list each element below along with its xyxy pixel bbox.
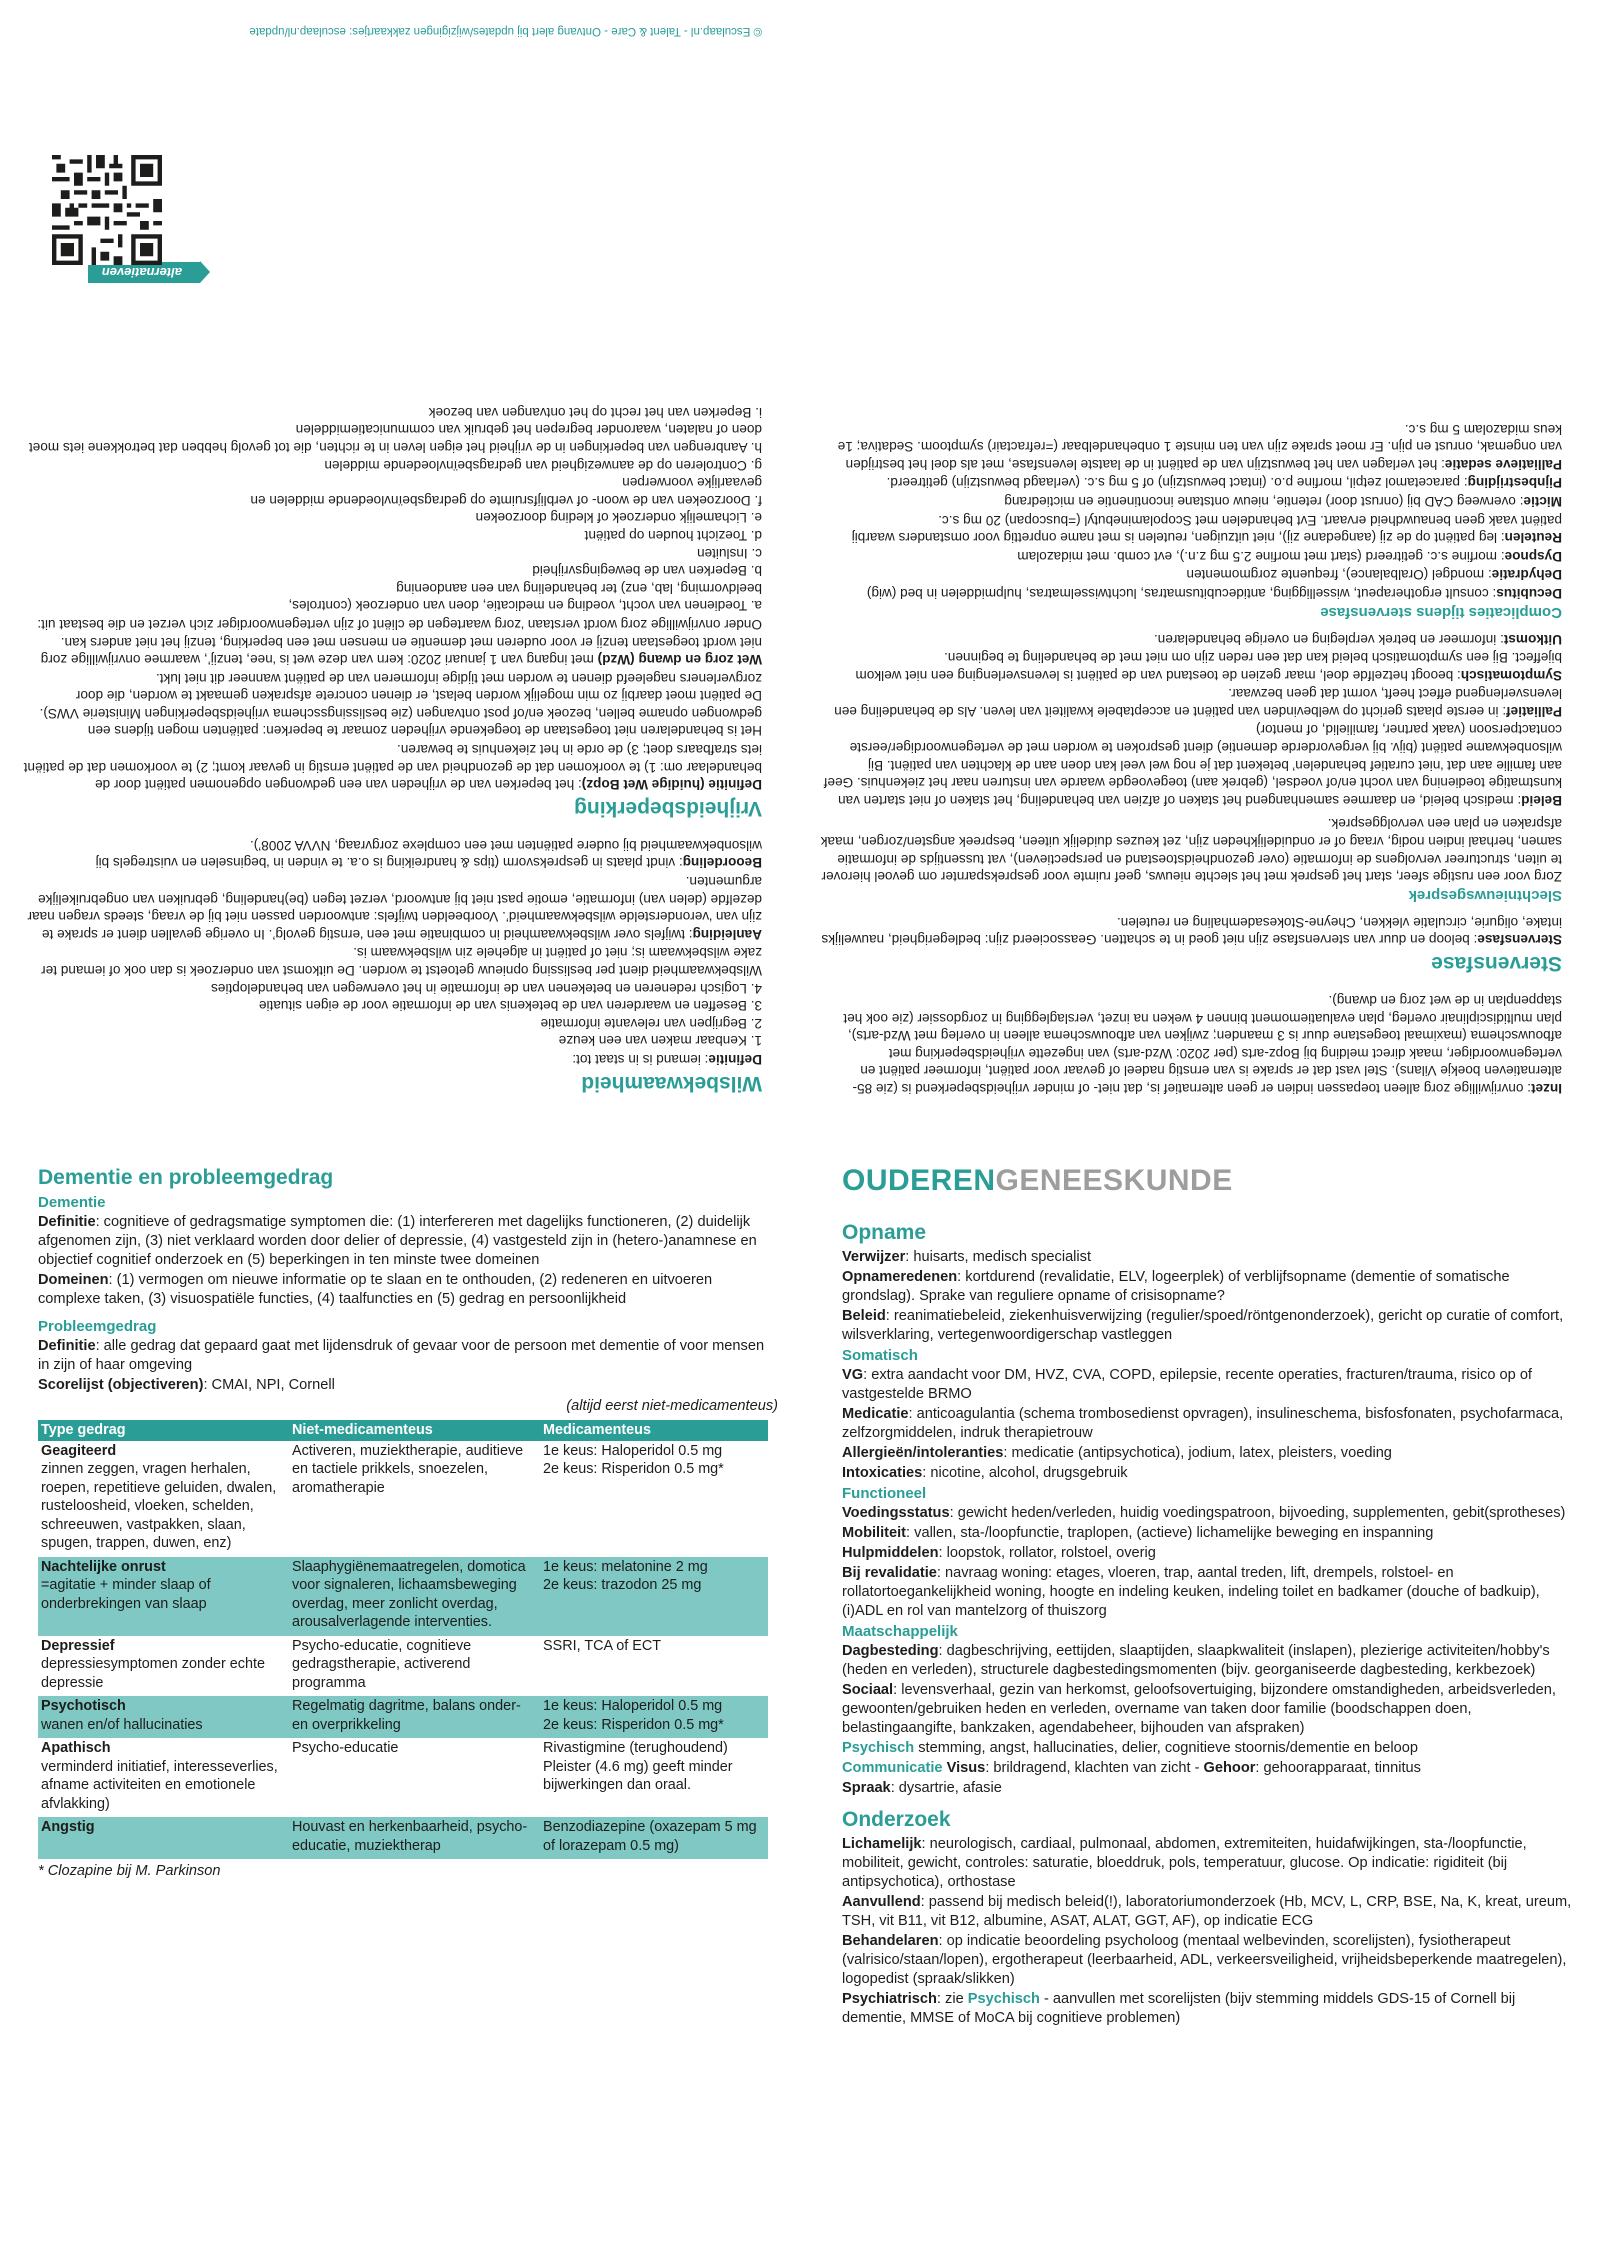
verwijzer-text: : huisarts, medisch specialist bbox=[905, 1249, 1092, 1265]
behavior-type: Depressief bbox=[41, 1637, 115, 1654]
dyspnoe-label: Dyspnoe bbox=[1504, 548, 1562, 564]
wils-text: Wilsbekwaamheid dient per beslissing opnieuw getoetst te worden. De uitkomst van onderzoek is dan ook of iemand ter zake wilsbekwaam is; niet of patiënt in algehele zin wilsbekwaam is. bbox=[41, 945, 762, 979]
decubitus-text: : consult ergotherapeut, wisselligging, antidecubitusmatras, luchtwisselmatras, hulpmiddelen in bed (wig) bbox=[866, 585, 1497, 601]
sociaal-label: Sociaal bbox=[842, 1682, 894, 1698]
main-panel bbox=[0, 1131, 1600, 2262]
psychiatrisch-label: Psychiatrisch bbox=[842, 1991, 937, 2007]
hulpmiddelen-text: : loopstok, rollator, rolstoel, overig bbox=[938, 1545, 1156, 1561]
table-row bbox=[38, 1636, 768, 1697]
uitkomst-paragraph bbox=[820, 630, 1562, 648]
symptomatisch-text: : beoogt hetzelfde doel, maar gezien de toestand van de patiënt is levensverlenging een niet welkom bijeffect. Bij een symptomatisch beleid kan dat een reden zijn om niet met de behandeling te beginnen. bbox=[855, 650, 1562, 683]
lichamelijk-text: : neurologisch, cardiaal, pulmonaal, abdomen, extremiteiten, huidafwijkingen, sta-/loopfunctie, mobiliteit, gewicht, controles: saturatie, bloeddruk, pols, temperatuur, glucose. Op indicatie: rigiditeit (bij antipsychotica), orthostase bbox=[842, 1836, 1527, 1890]
bopz-label: Definitie (huidige Wet Bopz) bbox=[581, 777, 762, 793]
table-row bbox=[38, 1738, 768, 1817]
visus-text: : brildragend, klachten van zicht - bbox=[985, 1760, 1204, 1776]
slechtnieuws-text: Zorg voor een rustige sfeer, start het gesprek met het slechte nieuws, geef ruimte voor gespreksparnter om gevoel hierover te uiten, structureer vervolgens de informatie (over gezondheidstoestand en perspectieven), vat tussentijds de informatie samen, herhaal indien nodig, vraag of er onduidelijkheden zijn, zet keuzes duidelijk uiteen, bespreek angsten/zorgen, maak afspraken en plan een vervolggesprek. bbox=[820, 816, 1562, 885]
list-item: g. Controleren op de aanwezigheid van gedragsbeïnvloedende middelen bbox=[324, 457, 762, 473]
voeding-paragraph bbox=[842, 1504, 1572, 1523]
table-cell-type bbox=[38, 1817, 289, 1859]
table-cell-medicamenteus: SSRI, TCA of ECT bbox=[543, 1637, 662, 1654]
dagbesteding-paragraph bbox=[842, 1642, 1572, 1680]
table-row bbox=[38, 1696, 768, 1738]
opnameredenen-paragraph bbox=[842, 1268, 1572, 1306]
list-item: d. Toezicht houden op patiënt bbox=[584, 527, 762, 543]
gehoor-label: Gehoor bbox=[1203, 1760, 1256, 1776]
mictie-label: Mictie bbox=[1523, 493, 1562, 509]
table-cell-niet-medicamenteus: Regelmatig dagritme, balans onder- en overprikkeling bbox=[289, 1696, 540, 1738]
list-item: i. Beperken van het recht op het ontvangen van bezoek bbox=[428, 404, 762, 420]
medicatie-paragraph bbox=[842, 1405, 1572, 1443]
list-item: f. Doorzoeken van de woon- of verblijfsruimte op gedragsbeïnvloedende middelen en gevaarlijke voorwerpen bbox=[250, 475, 762, 508]
verwijzer-paragraph bbox=[842, 1248, 1572, 1267]
revalidatie-text: : navraag woning: etages, vloeren, trap, aantal treden, lift, drempels, rolstoel- en rollatortoegankelijkheid woning, hoogte en indeling keuken, indeling toilet en badkamer (douche of badkuip), (i)ADL en rol van mantelzorg of thuiszorg bbox=[842, 1565, 1540, 1619]
dementie-definitie-text: : cognitieve of gedragsmatige symptomen die: (1) interfereren met dagelijks functioneren, (2) duidelijk afgenomen zijn, (3) niet verklaard worden door delier of depressie, (4) vastgesteld zijn in (hetero-)anamnese en objectief cognitief onderzoek en (5) beperkingen in ten minste twee domeinen bbox=[38, 1214, 757, 1268]
behavior-type: Apathisch bbox=[41, 1740, 111, 1756]
table-row bbox=[38, 1441, 768, 1557]
list-item: 4. Logisch redeneren en betekenen van de informatie in het overwegen van behandelopties bbox=[211, 980, 762, 996]
wzd-list-continued bbox=[22, 403, 762, 456]
revalidatie-paragraph bbox=[842, 1564, 1572, 1621]
sedatie-label: Palliatieve sedatie bbox=[1444, 456, 1562, 472]
reutelen-label: Reutelen bbox=[1504, 530, 1562, 546]
list-item: 3. Beseffen en waarderen van de betekenis van de informatie voor de eigen situatie bbox=[258, 998, 762, 1014]
spraak-text: : dysartrie, afasie bbox=[890, 1780, 1002, 1796]
palliatief-text: : in eerste plaats gericht op welbevinden van patiënt en acceptabele kwaliteit van leven. Als de behandeling een levensverlengend effect heeft, vormt dat geen bezwaar. bbox=[834, 686, 1562, 719]
scorelijst-label: Scorelijst (objectiveren) bbox=[38, 1377, 204, 1393]
inzet-paragraph bbox=[820, 991, 1562, 1097]
stervensfase-paragraph bbox=[820, 913, 1562, 948]
domeinen-text: : (1) vermogen om nieuwe informatie op te slaan en te onthouden, (2) redeneren en uitvoeren complexe taken, (3) visuospatiële functies, (4) taalfuncties en (5) gedrag en persoonlijkheid bbox=[38, 1272, 713, 1307]
complicaties-heading: Complicaties tijdens stervensfase bbox=[1320, 603, 1562, 621]
list-item: c. Insluiten bbox=[697, 545, 762, 561]
bopz-text: : het beperken van de vrijheden van een gedwongen opgenomen patiënt door de behandelaar om: 1) te voorkomen dat de gezondheid van de patiënt ernstig in gevaar komt; 2) te voorkomen dat de patiënt iets strafbaars doet; 3) de orde in het ziekenhuis te bewaren. bbox=[23, 742, 762, 793]
table-cell-niet-medicamenteus: Houvast en herkenbaarheid, psycho-educatie, muziektherap bbox=[289, 1817, 540, 1859]
maatschappelijk-subheading: Maatschappelijk bbox=[842, 1623, 958, 1640]
intoxicaties-label: Intoxicaties bbox=[842, 1465, 923, 1481]
vg-label: VG bbox=[842, 1367, 864, 1383]
behavior-description: wanen en/of hallucinaties bbox=[41, 1716, 203, 1733]
table-cell-type bbox=[38, 1636, 289, 1697]
somatisch-subheading: Somatisch bbox=[842, 1347, 918, 1364]
table-footnote: * Clozapine bij M. Parkinson bbox=[38, 1863, 221, 1879]
reutelen-text: : leg patiënt op de zij (aangedane zij), niet uitzuigen, reutelen is met name onprettig voor omstanders waarbij patiënt vaak geen benauwdheid ervaart. Evt behandelen met Scopolaminebutyl (=buscopan) 20 mg s.c. bbox=[851, 512, 1562, 546]
psychisch-label: Psychisch bbox=[842, 1740, 915, 1756]
uitkomst-label: Uitkomst bbox=[1503, 631, 1562, 647]
table-body bbox=[38, 1441, 768, 1860]
aanvullend-paragraph bbox=[842, 1893, 1572, 1931]
bopz-paragraph bbox=[22, 741, 762, 794]
inzet-label: Inzet bbox=[1531, 1081, 1562, 1096]
stervensfase-text: : beloop en duur van stervensfase zijn niet goed in te schatten. Geassocieerd zijn: bedlegerigheid, nauwelijks intake, oligurie, circulatie vlekken, Cheyne-Stokesademhaling en reutelen. bbox=[821, 914, 1562, 948]
palliatief-column bbox=[820, 419, 1562, 1097]
scorelijst-paragraph bbox=[38, 1376, 778, 1395]
dementie-subheading: Dementie bbox=[38, 1194, 106, 1211]
dagbesteding-text: : dagbeschrijving, eettijden, slaaptijden, slaapkwaliteit (inslapen), plezierige activiteiten/hobby's (heden en verleden), structurele dagbestedingsmomenten (bijv. georganiseerde dagbesteding, kerkbezoek) bbox=[842, 1643, 1550, 1678]
table-cell-medicamenteus: Rivastigmine (terughoudend) Pleister (4.6 mg) geeft minder bijwerkingen dan oraal. bbox=[543, 1740, 733, 1793]
vg-paragraph bbox=[842, 1366, 1572, 1404]
wils-criteria-list bbox=[22, 979, 762, 1049]
table-cell-type bbox=[38, 1557, 289, 1636]
decubitus-paragraph bbox=[820, 584, 1562, 602]
behandelaren-paragraph bbox=[842, 1932, 1572, 1989]
communicatie-paragraph bbox=[842, 1759, 1572, 1778]
alternatieven-badge[interactable]: alternatieven bbox=[88, 262, 200, 283]
behavior-type: Psychotisch bbox=[41, 1698, 126, 1714]
brand-title-part1: OUDEREN bbox=[842, 1164, 996, 1197]
table-cell-niet-medicamenteus: Psycho-educatie, cognitieve gedragstherapie, activerend programma bbox=[292, 1637, 472, 1691]
pijn-text: : paracetamol zetpil, morfine p.o. (intact bewustzijn) of 5 mg s.c. (verlaagd bewustzijn) getitreerd. bbox=[886, 475, 1468, 491]
table-row bbox=[38, 1557, 768, 1636]
wzd-list bbox=[232, 456, 762, 614]
stervensfase-heading: Stervensfase bbox=[1431, 952, 1562, 976]
behavior-description: verminderd initiatief, interesseverlies, afname activiteiten en emotionele afvlakking) bbox=[41, 1758, 278, 1812]
mobiliteit-label: Mobiliteit bbox=[842, 1525, 907, 1541]
wils-definitie-text: : iemand is in staat tot: bbox=[572, 1052, 709, 1067]
dehydratie-label: Dehydratie bbox=[1491, 567, 1562, 583]
list-item: b. Beperken van de bewegingsvrijheid bbox=[532, 563, 762, 579]
reutelen-paragraph bbox=[820, 511, 1562, 546]
opnameredenen-text: : kortdurend (revalidatie, ELV, logeerplek) of verblijfsopname (dementie of somatische grondslag). Sprake van reguliere opname of crisisopname? bbox=[842, 1269, 1510, 1304]
psychisch-paragraph bbox=[842, 1739, 1572, 1758]
probleemgedrag-subheading: Probleemgedrag bbox=[38, 1318, 157, 1335]
table-cell-medicamenteus: 1e keus: Haloperidol 0.5 mg 2e keus: Risperidon 0.5 mg* bbox=[540, 1696, 768, 1738]
table-cell-type bbox=[38, 1738, 289, 1817]
beleid-paragraph bbox=[820, 721, 1562, 809]
psychiatrisch-paragraph bbox=[842, 1990, 1572, 2028]
psychisch-text: stemming, angst, hallucinaties, delier, cognitieve stoornis/dementie en beloop bbox=[914, 1740, 1418, 1756]
uitkomst-text: : informeer en betrek verpleging en overige behandelaren. bbox=[1153, 631, 1504, 647]
psychisch-link[interactable]: Psychisch bbox=[967, 1991, 1040, 2007]
mobiliteit-text: : vallen, sta-/loopfunctie, traplopen, (actieve) lichamelijke beweging en inspanning bbox=[906, 1525, 1434, 1541]
behandelaren-text: : op indicatie beoordeling psycholoog (mentaal welbevinden, scorelijsten), fysiotherapeut (valrisico/staan/lopen), ergotherapeut (leerbaarheid, ADL, verkeersveiligheid, vrijheidsbeperkende maatregelen), logopedist (spraak/slikken) bbox=[842, 1933, 1567, 1987]
communicatie-label: Communicatie bbox=[842, 1760, 943, 1776]
dehydratie-text: : mondgel (Oralbalance), frequente zorgmomenten bbox=[1186, 567, 1492, 583]
voeding-text: : gewicht heden/verleden, huidig voedingspatroon, bijvoeding, supplementen, gebit(sprotheses) bbox=[949, 1505, 1566, 1521]
brand-title-part2: GENEESKUNDE bbox=[995, 1164, 1233, 1197]
opname-column bbox=[842, 1163, 1572, 2029]
verwijzer-label: Verwijzer bbox=[842, 1249, 906, 1265]
behavior-type: Angstig bbox=[41, 1819, 95, 1835]
decubitus-label: Decubitus bbox=[1496, 585, 1562, 601]
list-item: e. Lichamelijk onderzoek of kleding doorzoeken bbox=[475, 510, 762, 526]
beoordeling-text: : vindt plaats in gespreksvorm (tips & handreiking is o.a. te vinden in ‘beginselen en vuistregels bij wilsonbekwaamheid bij oudere patiënten met een complexe zorgvraag, NVVA 2008’). bbox=[95, 837, 762, 871]
table-cell-type bbox=[38, 1441, 289, 1557]
dehydratie-paragraph bbox=[820, 566, 1562, 584]
probleemgedrag-table bbox=[38, 1420, 768, 1859]
dagbesteding-label: Dagbesteding bbox=[842, 1643, 939, 1659]
gehoor-text: : gehoorapparaat, tinnitus bbox=[1255, 1760, 1421, 1776]
table-cell-niet-medicamenteus: Psycho-educatie bbox=[292, 1740, 399, 1756]
mobiliteit-paragraph bbox=[842, 1524, 1572, 1543]
pijn-label: Pijnbestrijding bbox=[1467, 475, 1562, 491]
scorelijst-text: : CMAI, NPI, Cornell bbox=[203, 1377, 335, 1393]
intoxicaties-text: : nicotine, alcohol, drugsgebruik bbox=[922, 1465, 1128, 1481]
sociaal-text: : levensverhaal, gezin van herkomst, geloofsovertuiging, bijzondere omstandigheden, arbeidsverleden, gewoonten/gebruiken heden en verleden, overname van taken door familie (boodschappen doen, belastingaangifte, bankzaken, agendabeheer, bijhouden van afspraken) bbox=[842, 1682, 1556, 1736]
lichamelijk-paragraph bbox=[842, 1835, 1572, 1892]
table-header: Niet-medicamenteus bbox=[289, 1420, 540, 1441]
qr-code-icon[interactable] bbox=[52, 155, 162, 265]
beleid-label: Beleid bbox=[1521, 792, 1562, 808]
dyspnoe-text: : morfine s.c. getitreerd (start met morfine 2.5 mg z.n.), evt comb. met midazolam bbox=[1017, 548, 1505, 564]
probleemgedrag-definitie-text: : alle gedrag dat gepaard gaat met lijdensdruk of gevaar voor de persoon met dementie of voor mensen in zijn of haar omgeving bbox=[38, 1338, 765, 1373]
spraak-paragraph bbox=[842, 1779, 1572, 1798]
table-cell-medicamenteus: 1e keus: Haloperidol 0.5 mg 2e keus: Risperidon 0.5 mg* bbox=[543, 1442, 724, 1477]
hulpmiddelen-paragraph bbox=[842, 1544, 1572, 1563]
dementie-definitie-paragraph bbox=[38, 1213, 778, 1270]
wils-definitie-paragraph bbox=[22, 1050, 762, 1068]
wilsbekwaamheid-column bbox=[22, 403, 762, 1097]
table-cell-type bbox=[38, 1696, 289, 1738]
probleemgedrag-definitie-paragraph bbox=[38, 1337, 778, 1375]
psychiatrisch-prefix: : zie bbox=[936, 1991, 968, 2007]
opname-beleid-paragraph bbox=[842, 1307, 1572, 1345]
allergie-label: Allergieën/intoleranties bbox=[842, 1445, 1004, 1461]
behavior-type: Geagiteerd bbox=[41, 1442, 117, 1459]
table-header: Type gedrag bbox=[38, 1420, 289, 1441]
vg-text: : extra aandacht voor DM, HVZ, CVA, COPD, epilepsie, recente operaties, fracturen/trauma, risico op of vastgestelde BRMO bbox=[842, 1367, 1532, 1402]
stervensfase-label: Stervensfase bbox=[1477, 932, 1562, 948]
inzet-text: : onvrijwillige zorg alleen toepassen indien er geen alternatief is, dat niet- of minder vrijheidsbeperkend is (zie 85-alternatieven boekje Vilans). Stel vast dat er sprake is van ernstig nadeel of gevaar voor patiënt, informeer patiënt en vertegenwoordiger, maak direct melding bij Bopz-arts (per 2020: Wzd-arts) van ingezette vrijheidsbeperking met afbouwschema (maximaal toegestane duur is 3 maanden; zwijken van afbouwschema alleen in overleg met Wzd-arts), plan multidisciplinair overleg, plan evaluatiemoment binnen 4 weken na inzet, verslaglegging in zorgdossier (zie ook het stappenplan in de wet zorg en dwang). bbox=[843, 993, 1562, 1096]
table-cell-niet-medicamenteus: Slaaphygiënemaatregelen, domotica voor signaleren, lichaamsbeweging overdag, meer zonlicht overdag, arousalverlagende interventies. bbox=[289, 1557, 540, 1636]
medicatie-label: Medicatie bbox=[842, 1406, 909, 1422]
wils-definitie-label: Definitie bbox=[708, 1052, 762, 1067]
table-note: (altijd eerst niet-medicamenteus) bbox=[566, 1398, 778, 1414]
pijn-paragraph bbox=[820, 474, 1562, 492]
functioneel-subheading: Functioneel bbox=[842, 1485, 927, 1502]
symptomatisch-label: Symptomatisch bbox=[1460, 667, 1562, 683]
opname-beleid-text: : reanimatiebeleid, ziekenhuisverwijzing (regulier/spoed/röntgenonderzoek), gericht op curatie of comfort, wilsverklaring, vertegenwoordigerschap vastleggen bbox=[842, 1308, 1564, 1343]
mictie-paragraph bbox=[820, 492, 1562, 510]
sedatie-paragraph bbox=[820, 420, 1562, 473]
allergie-paragraph bbox=[842, 1444, 1572, 1463]
beoordeling-label: Beoordeling bbox=[682, 855, 762, 871]
table-cell-medicamenteus: 1e keus: melatonine 2 mg 2e keus: trazodon 25 mg bbox=[540, 1557, 768, 1636]
aanleiding-paragraph bbox=[22, 872, 762, 942]
allergie-text: : medicatie (antipsychotica), jodium, latex, pleisters, voeding bbox=[1003, 1445, 1392, 1461]
copyright-footer: © Esculaap.nl - Talent & Care - Ontvang alert bij updates/wijzigingen zakkaartjes: esculaap.nl/update bbox=[249, 25, 762, 37]
list-item: 1. Kenbaar maken van een keuze bbox=[558, 1033, 762, 1049]
dementie-heading: Dementie en probleemgedrag bbox=[38, 1166, 334, 1189]
behavior-type: Nachtelijke onrust bbox=[41, 1558, 166, 1575]
table-header-row bbox=[38, 1420, 768, 1441]
domeinen-label: Domeinen bbox=[38, 1272, 109, 1288]
psychiatrisch-text: - aanvullen met scorelijsten (bijv stemming middels GDS-15 of Cornell bij dementie, MMSE of MoCA bij cognitieve problemen) bbox=[842, 1991, 1516, 2026]
revalidatie-label: Bij revalidatie bbox=[842, 1565, 937, 1581]
list-item: 2. Begrijpen van relevante informatie bbox=[540, 1015, 762, 1031]
beoordeling-paragraph bbox=[22, 836, 762, 871]
aanleiding-text: : twijfels over wilsbekwaamheid in combinatie met een ‘ernstig gevolg’. In overige gevallen dient er sprake te zijn van ‘veronderstelde wilsbekwaamheid’. Voorbeelden twijfels: antwoorden passen niet bij de vraag, steeds vragen naar dezelfde (delen van) informatie, emotie past niet bij antwoord, verzet tegen (be)handeling, gebruiken van ongebruikelijke argumenten. bbox=[27, 874, 762, 942]
spraak-label: Spraak bbox=[842, 1780, 891, 1796]
palliatief-paragraph bbox=[820, 685, 1562, 720]
wzd-paragraph bbox=[22, 615, 762, 668]
domeinen-paragraph bbox=[38, 1271, 778, 1309]
vrijheid-text: Het is behandelaren niet toegestaan de toegekende vrijheden zomaar te beperken: patiënten mogen tijdens een gedwongen opname bellen, bezoek en/of post ontvangen (zie beslissingsschema vrijheidsbeperkingen Ministerie VWS). De patiënt moet daarbij zo min mogelijk worden belast, er dienen concrete afspraken gemaakt te worden, die door zorgverleners nageleefd dienen te worden met tijdige informeren van de patiënt wanneer dit niet lukt. bbox=[39, 670, 762, 739]
table-cell-niet-medicamenteus: Activeren, muziektherapie, auditieve en tactiele prikkels, snoezelen, aromatherapie bbox=[292, 1442, 524, 1496]
mictie-text: : overweeg CAD bij (onrust door) retentie, nieuw ontstane incontinentie en mictiedrang bbox=[1004, 493, 1524, 509]
table-row bbox=[38, 1817, 768, 1859]
opname-beleid-label: Beleid bbox=[842, 1308, 886, 1324]
medicatie-text: : anticoagulantia (schema trombosedienst opvragen), insulineschema, bisfosfonaten, psychofarmaca, zelfzorgmiddelen, indruk therapietrouw bbox=[842, 1406, 1564, 1441]
table-header: Medicamenteus bbox=[540, 1420, 768, 1441]
sedatie-text: : het verlagen van het bewustzijn van de patiënt in de laatste levensfase, met als doel het bestrijden van ongemak, onrust en pijn. Er moet sprake zijn van ten minste 1 onbehandelbaar (=refractair) symptoom. Sedativa; 1e keus midazolam 5 mg s.c. bbox=[837, 421, 1562, 472]
behavior-description: zinnen zeggen, vragen herhalen, roepen, repetitieve geluiden, dwalen, rusteloosheid, vloeken, schelden, schreeuwen, vastpakken, slaan, spugen, trappen, duwen, enz) bbox=[41, 1461, 277, 1551]
wzd-text: met ingang van 1 januari 2020: kern van deze wet is ‘nee, tenzij’, waarmee onvrijwillige zorg niet wordt toegestaan tenzij er voor ouderen met dementie en mensen met een beperking, tenzij het niet anders kan. Onder onvrijwillige zorg wordt verstaan ‘zorg waartegen de cliënt of zijn vertegenwoordiger zich verzet en die bestaat uit: bbox=[37, 616, 762, 668]
table-cell-medicamenteus: Benzodiazepine (oxazepam 5 mg of lorazepam 0.5 mg) bbox=[540, 1817, 768, 1859]
dyspnoe-paragraph bbox=[820, 547, 1562, 565]
behavior-description: =agitatie + minder slaap of onderbrekingen van slaap bbox=[41, 1577, 211, 1612]
dementie-definitie-label: Definitie bbox=[38, 1214, 96, 1230]
behavior-description: depressiesymptomen zonder echte depressie bbox=[41, 1656, 265, 1691]
list-item: a. Toedienen van vocht, voeding en medicatie, doen van onderzoek (controles, beeldvorming, lab, enz) ter behandeling van een aandoening bbox=[288, 580, 762, 614]
lichamelijk-label: Lichamelijk bbox=[842, 1836, 922, 1852]
beleid-text: : medisch beleid, en daarmee samenhangend het staken of afzien van behandeling, het staken of niet starten van kunstmatige toediening van vocht en/of voedsel, (gebrek aan) toegevoegde waarde van insturen naar het ziekenhuis. Geef aan familie aan dat ‘niet curatief behandelen’ betekent dat je nog wel veel kan doen aan de klachten van patiënt. Bij wilsonbekwame patiënt (bijv. bij vergevorderde dementie) dient gesproken te worden met de vertegenwoordiger/eerste contactpersoon (vaak partner, familielid, of mentor) bbox=[823, 722, 1562, 808]
dementie-column bbox=[38, 1164, 778, 1881]
sociaal-paragraph bbox=[842, 1681, 1572, 1738]
intoxicaties-paragraph bbox=[842, 1464, 1572, 1483]
onderzoek-heading: Onderzoek bbox=[842, 1808, 951, 1831]
brand-title bbox=[842, 1163, 1572, 1199]
aanvullend-text: : passend bij medisch beleid(!), laboratoriumonderzoek (Hb, MCV, L, CRP, BSE, Na, K, kreat, ureum, TSH, vit B11, vit B12, albumine, ASAT, ALAT, GGT, AF), op indicatie ECG bbox=[842, 1894, 1572, 1929]
visus-label: Visus bbox=[946, 1760, 986, 1776]
list-item: h. Aanbrengen van beperkingen in de vrijheid het eigen leven in te richten, die tot gevolg hebben dat betrokkene iets moet doen of nalaten, waaronder begrepen het gebruik van communicatiemiddelen bbox=[28, 422, 762, 455]
wzd-label: Wet zorg en dwang (Wzd) bbox=[597, 652, 762, 668]
aanleiding-label: Aanleiding bbox=[692, 926, 762, 942]
opnameredenen-label: Opnameredenen bbox=[842, 1269, 958, 1285]
aanvullend-label: Aanvullend bbox=[842, 1894, 921, 1910]
voeding-label: Voedingsstatus bbox=[842, 1505, 950, 1521]
palliatief-label: Palliatief bbox=[1506, 703, 1562, 719]
vrijheidsbeperking-heading: Vrijheidsbeperking bbox=[574, 797, 762, 821]
hulpmiddelen-label: Hulpmiddelen bbox=[842, 1545, 939, 1561]
slechtnieuws-heading: Slechtnieuwsgesprek bbox=[1408, 887, 1562, 905]
behandelaren-label: Behandelaren bbox=[842, 1933, 939, 1949]
wilsbekwaamheid-heading: Wilsbekwaamheid bbox=[581, 1072, 762, 1095]
opname-heading: Opname bbox=[842, 1221, 927, 1244]
probleemgedrag-definitie-label: Definitie bbox=[38, 1338, 96, 1354]
symptomatisch-paragraph bbox=[820, 649, 1562, 684]
